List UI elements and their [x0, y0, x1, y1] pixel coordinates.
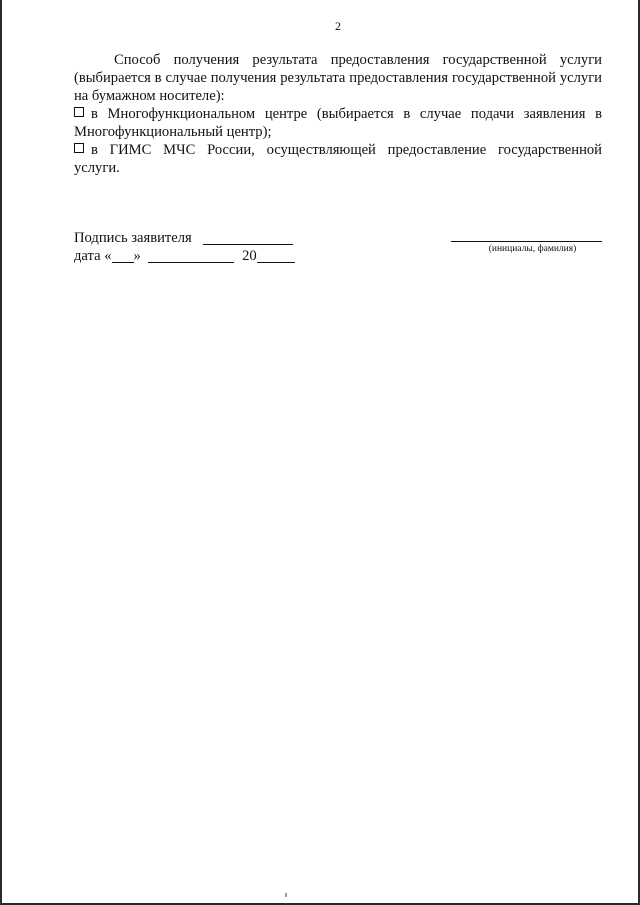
date-close-quote: »	[133, 248, 141, 264]
option-gims	[74, 141, 602, 177]
date-line	[74, 247, 295, 265]
initials-caption: (инициалы, фамилия)	[488, 244, 577, 254]
date-year-blank[interactable]	[257, 248, 295, 263]
option-mfc-text: в Многофункциональном центре (выбирается в случае подачи заявления в Многофункциональный центр);	[74, 106, 602, 140]
option-gims-text: в ГИМС МЧС России, осуществляющей предоставление государственной услуги.	[74, 142, 602, 176]
result-method-paragraph: Способ получения результата предоставления государственной услуги (выбирается в случае получения результата предоставления государственной услуги на бумажном носителе):	[74, 52, 602, 104]
signature-blank[interactable]	[203, 230, 293, 245]
date-label: дата «	[74, 248, 112, 264]
scan-edge-left	[0, 0, 2, 905]
initials-line[interactable]	[451, 241, 602, 242]
scan-speck	[285, 893, 287, 897]
initials-block	[451, 241, 602, 254]
date-year-prefix: 20	[242, 248, 257, 264]
signature-label: Подпись заявителя	[74, 230, 192, 246]
signature-line	[74, 229, 295, 247]
date-day-blank[interactable]	[112, 248, 134, 263]
date-month-blank[interactable]	[148, 248, 234, 263]
checkbox-gims[interactable]	[74, 143, 84, 153]
option-mfc	[74, 105, 602, 141]
page-number: 2	[335, 19, 341, 33]
result-method-section	[74, 51, 602, 177]
signature-block	[74, 229, 295, 265]
checkbox-mfc[interactable]	[74, 107, 84, 117]
